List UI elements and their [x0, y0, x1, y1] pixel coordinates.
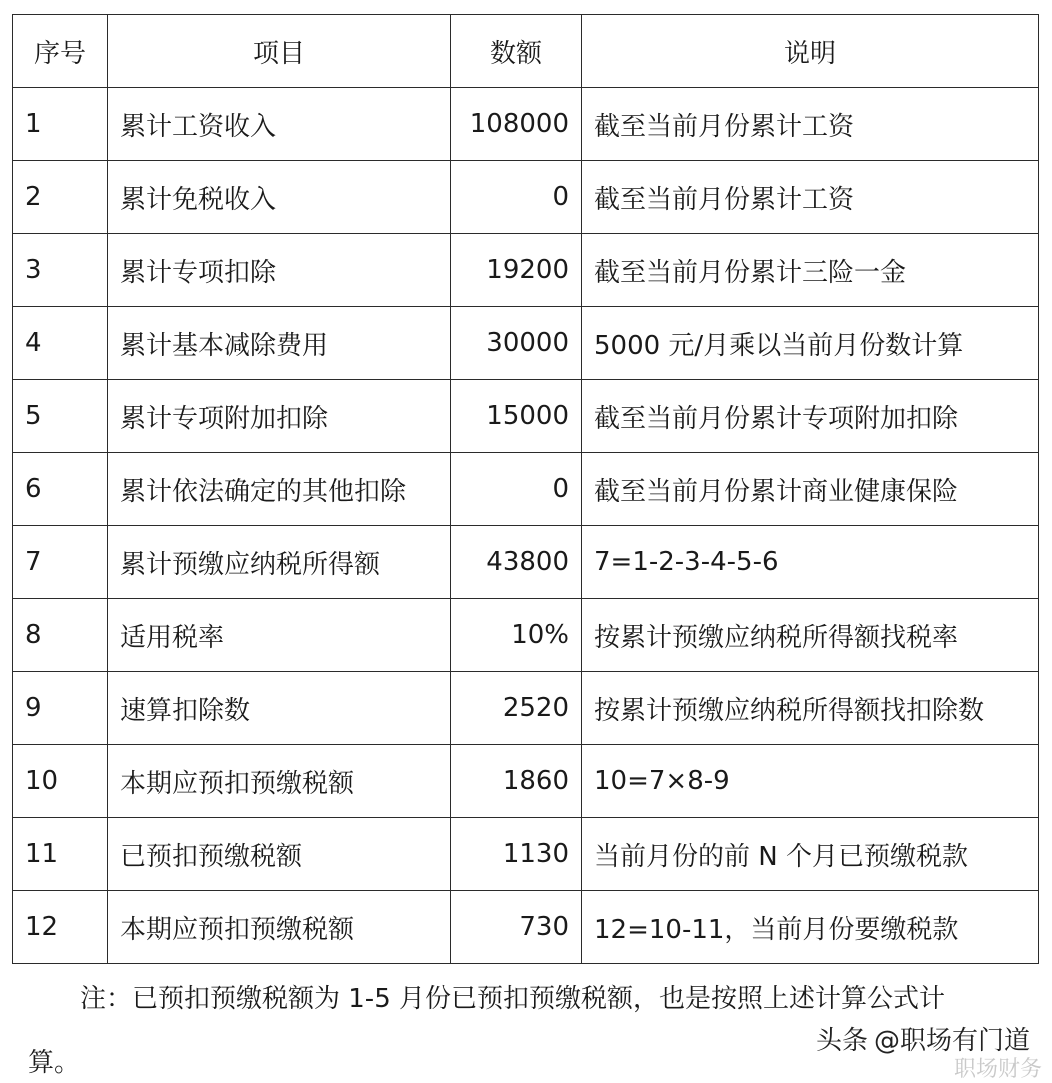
row-item: 本期应预扣预缴税额: [108, 745, 451, 818]
table-row: [13, 818, 1039, 891]
table-row: [13, 599, 1039, 672]
table-row: [13, 234, 1039, 307]
row-desc: 截至当前月份累计三险一金: [582, 234, 1039, 307]
header-desc: 说明: [582, 15, 1039, 88]
table-row: [13, 672, 1039, 745]
row-desc: 截至当前月份累计专项附加扣除: [582, 380, 1039, 453]
row-item: 本期应预扣预缴税额: [108, 891, 451, 964]
row-item: 已预扣预缴税额: [108, 818, 451, 891]
row-amount: 1860: [451, 745, 582, 818]
row-amount: 0: [451, 161, 582, 234]
row-item: 累计专项附加扣除: [108, 380, 451, 453]
row-no: 6: [13, 453, 108, 526]
row-amount: 108000: [451, 88, 582, 161]
row-item: 累计依法确定的其他扣除: [108, 453, 451, 526]
row-amount: 15000: [451, 380, 582, 453]
row-no: 11: [13, 818, 108, 891]
row-desc: 截至当前月份累计工资: [582, 88, 1039, 161]
row-item: 累计预缴应纳税所得额: [108, 526, 451, 599]
row-desc: 5000 元/月乘以当前月份数计算: [582, 307, 1039, 380]
row-no: 7: [13, 526, 108, 599]
row-desc: 截至当前月份累计商业健康保险: [582, 453, 1039, 526]
row-item: 累计工资收入: [108, 88, 451, 161]
row-no: 9: [13, 672, 108, 745]
table-row: [13, 161, 1039, 234]
row-desc: 10=7×8-9: [582, 745, 1039, 818]
row-no: 12: [13, 891, 108, 964]
watermark-handle: @职场有门道: [873, 1026, 1030, 1056]
table-row: [13, 88, 1039, 161]
row-no: 8: [13, 599, 108, 672]
header-no: 序号: [13, 15, 108, 88]
tax-calculation-table: [12, 14, 1039, 964]
row-item: 累计专项扣除: [108, 234, 451, 307]
row-no: 4: [13, 307, 108, 380]
row-no: 10: [13, 745, 108, 818]
table-row: [13, 891, 1039, 964]
header-amount: 数额: [451, 15, 582, 88]
table-row: [13, 380, 1039, 453]
row-item: 适用税率: [108, 599, 451, 672]
table-row: [13, 526, 1039, 599]
table-row: [13, 745, 1039, 818]
row-desc: 按累计预缴应纳税所得额找税率: [582, 599, 1039, 672]
table-row: [13, 453, 1039, 526]
header-item: 项目: [108, 15, 451, 88]
row-amount: 2520: [451, 672, 582, 745]
row-amount: 10%: [451, 599, 582, 672]
row-item: 速算扣除数: [108, 672, 451, 745]
table-row: [13, 307, 1039, 380]
row-amount: 30000: [451, 307, 582, 380]
row-amount: 1130: [451, 818, 582, 891]
row-amount: 0: [451, 453, 582, 526]
table-header-row: [13, 15, 1039, 88]
watermark-source: 头条: [815, 1026, 868, 1056]
row-desc: 按累计预缴应纳税所得额找扣除数: [582, 672, 1039, 745]
footnote-line-2: 算。: [28, 1048, 81, 1078]
row-item: 累计免税收入: [108, 161, 451, 234]
faint-watermark: 职场财务: [953, 1057, 1042, 1082]
row-amount: 43800: [451, 526, 582, 599]
row-desc: 12=10-11，当前月份要缴税款: [582, 891, 1039, 964]
footnote-line-1: 注：已预扣预缴税额为 1-5 月份已预扣预缴税额，也是按照上述计算公式计: [80, 984, 945, 1014]
row-desc: 7=1-2-3-4-5-6: [582, 526, 1039, 599]
row-desc: 当前月份的前 N 个月已预缴税款: [582, 818, 1039, 891]
row-no: 3: [13, 234, 108, 307]
row-amount: 19200: [451, 234, 582, 307]
row-no: 2: [13, 161, 108, 234]
row-no: 1: [13, 88, 108, 161]
row-item: 累计基本减除费用: [108, 307, 451, 380]
row-amount: 730: [451, 891, 582, 964]
row-no: 5: [13, 380, 108, 453]
row-desc: 截至当前月份累计工资: [582, 161, 1039, 234]
